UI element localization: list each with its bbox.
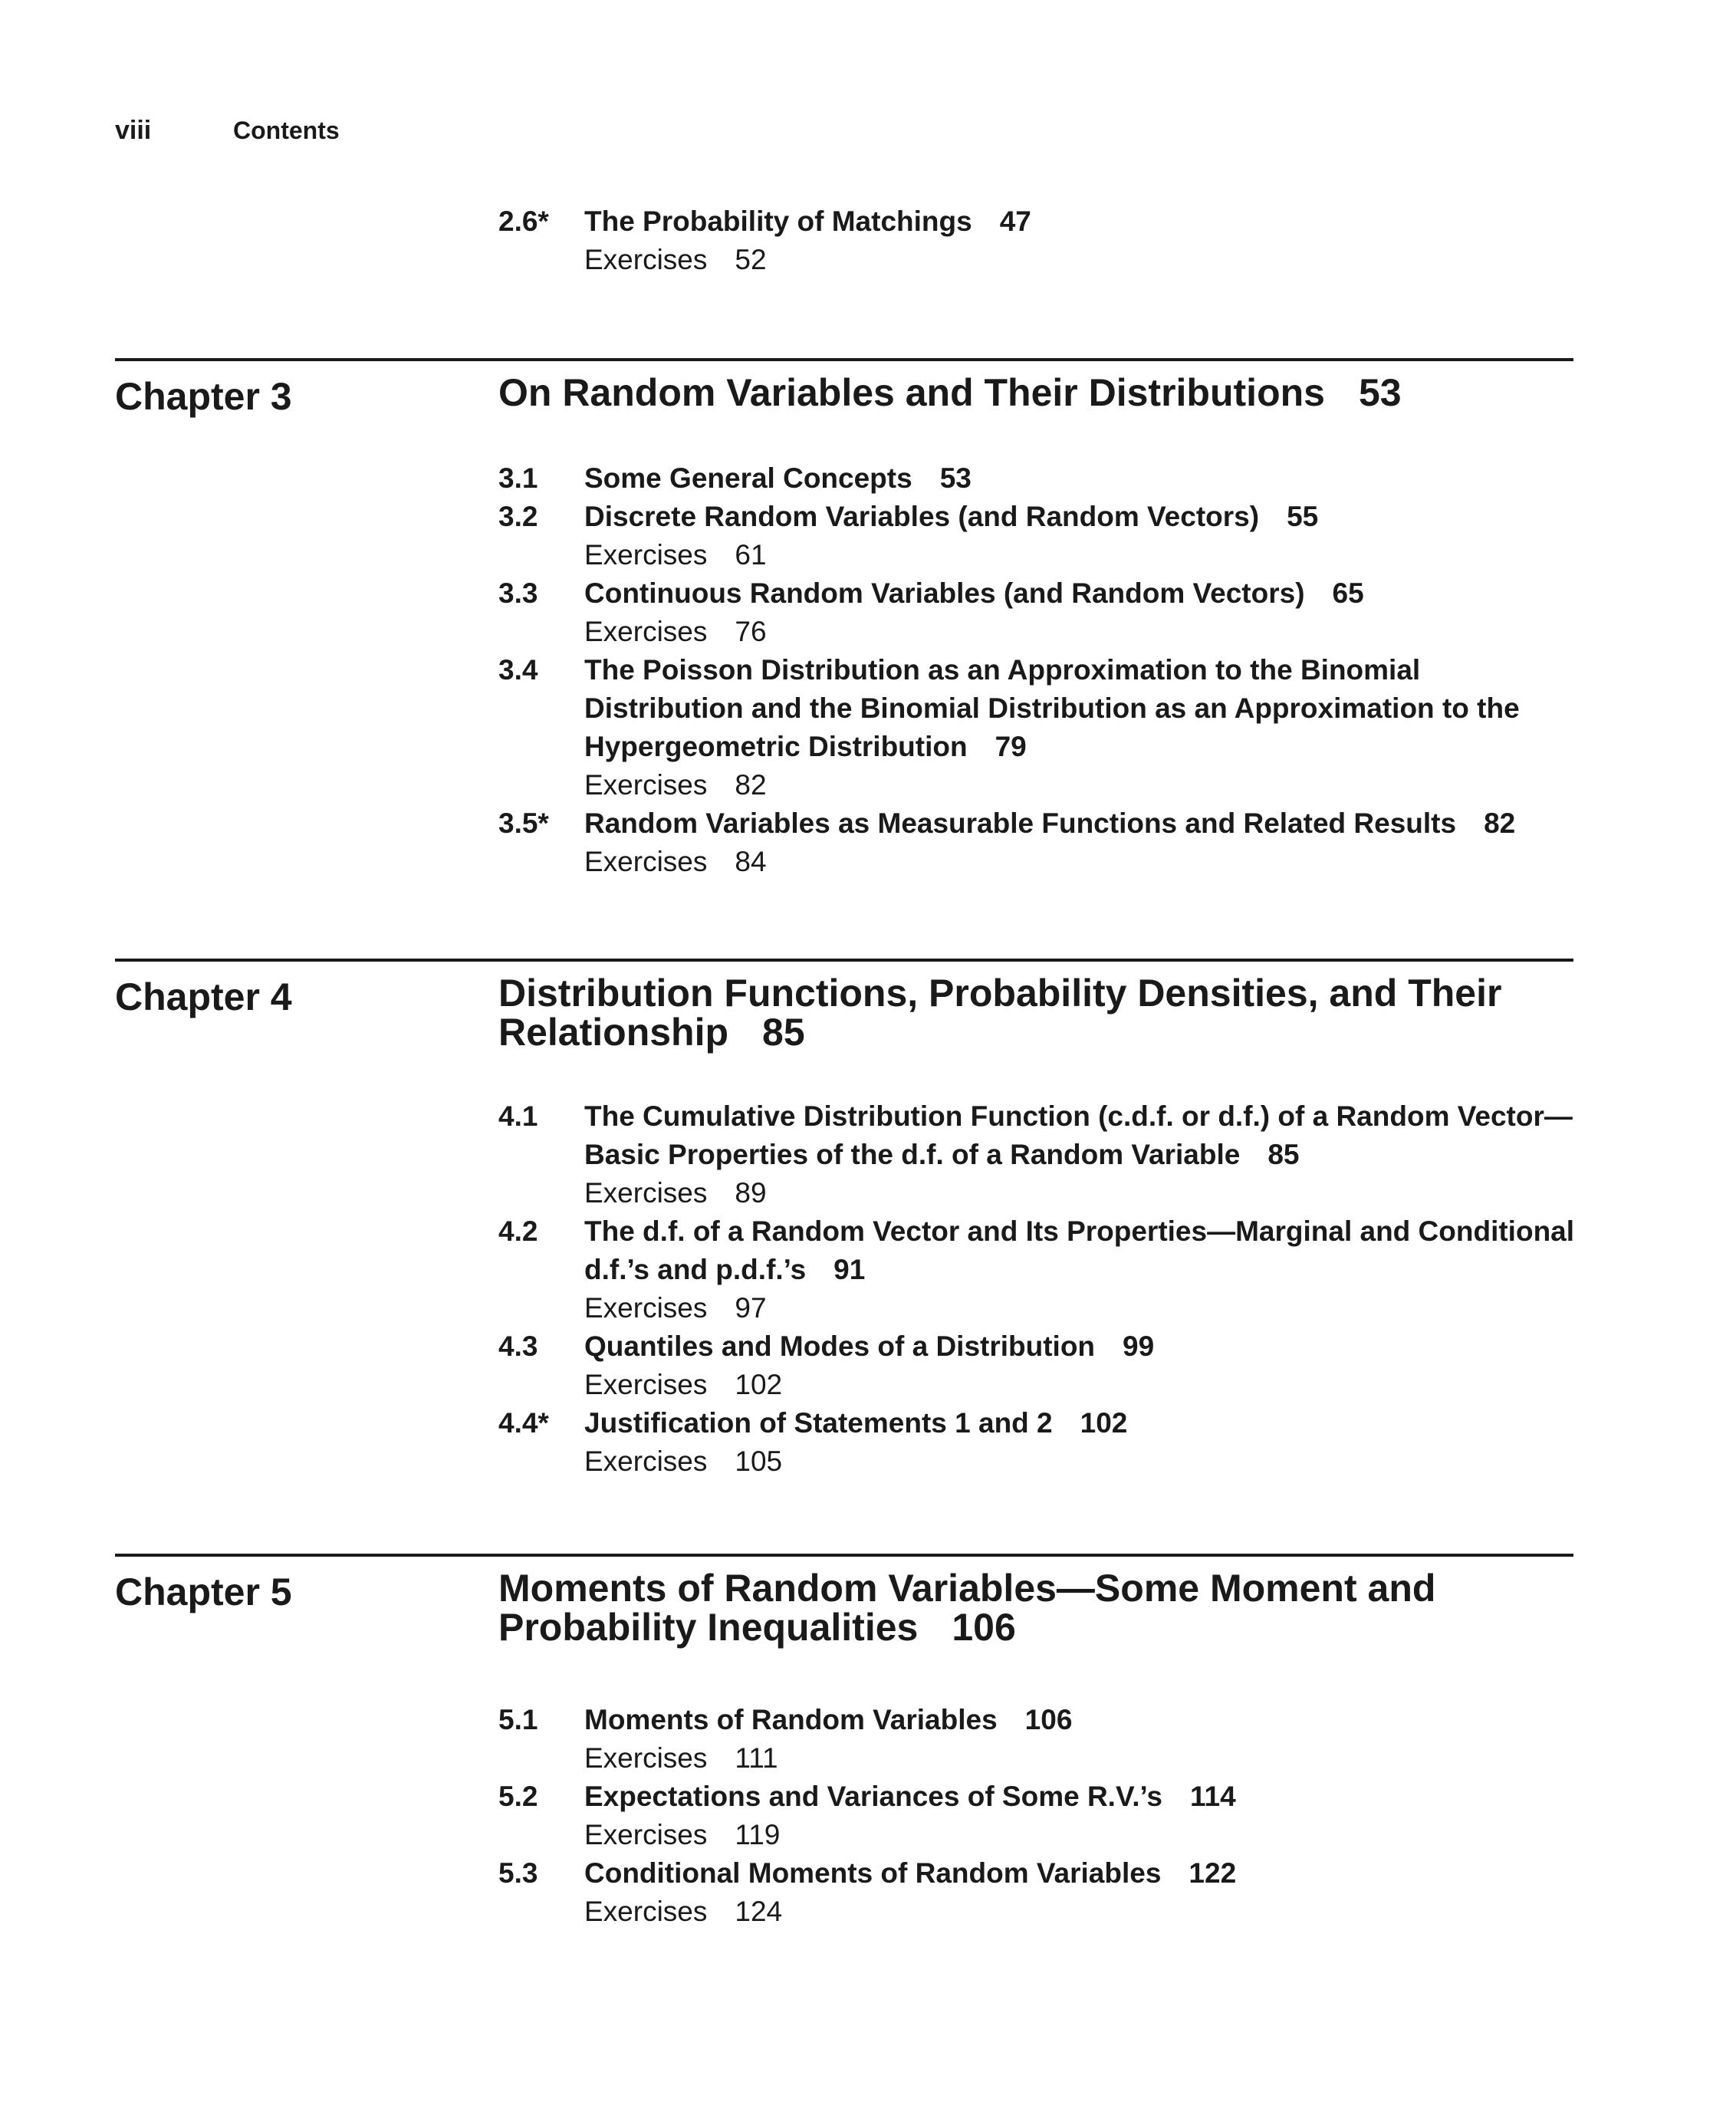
- section-page-number: 124: [735, 1896, 783, 1927]
- section-entry: [498, 1854, 1580, 1893]
- section-number: [498, 1289, 584, 1327]
- section-number: 4.2: [498, 1215, 538, 1247]
- page-number: viii: [115, 116, 152, 145]
- section-title: [584, 1739, 1580, 1778]
- section-title: [584, 651, 1580, 766]
- section-title-text: Conditional Moments of Random Variables: [584, 1857, 1162, 1889]
- section-entry: [498, 202, 1580, 241]
- section-page-number: 76: [735, 616, 767, 647]
- exercises-entry: [498, 843, 1580, 881]
- section-number: 3.3: [498, 577, 538, 609]
- section-title-text: Exercises: [584, 1742, 708, 1774]
- section-page-number: 89: [735, 1177, 767, 1209]
- chapter-title: [498, 1569, 1573, 1647]
- section-title: [584, 459, 1580, 498]
- chapter-title-text: Distribution Functions, Probability Densities, and Their Relationship: [498, 972, 1502, 1054]
- section-page-number: 114: [1190, 1781, 1236, 1812]
- section-entry: [498, 1778, 1580, 1816]
- section-number: 5.3: [498, 1857, 538, 1889]
- chapter-page-number: 53: [1358, 371, 1402, 414]
- section-title-text: Moments of Random Variables: [584, 1704, 998, 1735]
- section-title: [584, 1174, 1580, 1212]
- chapter-page-number: 85: [762, 1011, 805, 1054]
- section-title: [584, 1893, 1580, 1931]
- exercises-entry: [498, 1289, 1580, 1327]
- section-title: [584, 1816, 1580, 1854]
- section-title: [584, 241, 1580, 279]
- section-title: [584, 202, 1580, 241]
- section-title: [584, 1404, 1580, 1442]
- exercises-entry: [498, 1816, 1580, 1854]
- section-page-number: 102: [735, 1369, 783, 1400]
- section-title: [584, 1366, 1580, 1404]
- section-number: 5.2: [498, 1781, 538, 1812]
- section-number: 3.1: [498, 462, 538, 494]
- section-page-number: 82: [1484, 807, 1516, 839]
- section-title: [584, 804, 1580, 843]
- section-title-text: Exercises: [584, 1896, 708, 1927]
- section-number: [498, 613, 584, 651]
- section-page-number: 53: [939, 462, 972, 494]
- section-title-text: Exercises: [584, 769, 708, 801]
- section-title: [584, 766, 1580, 804]
- section-page-number: 99: [1123, 1330, 1155, 1362]
- section-title-text: The Probability of Matchings: [584, 206, 972, 237]
- section-title-text: Exercises: [584, 1446, 708, 1477]
- section-number: [498, 1893, 584, 1931]
- chapter-title: [498, 974, 1573, 1052]
- chapter-5-entries: [498, 1701, 1580, 1931]
- section-entry: [498, 1701, 1580, 1739]
- section-page-number: 111: [735, 1742, 778, 1774]
- section-title: [584, 1854, 1580, 1893]
- section-page-number: 52: [735, 244, 767, 275]
- chapter-4-entries: [498, 1097, 1580, 1481]
- section-title: [584, 574, 1580, 613]
- chapter-title: [498, 373, 1573, 413]
- section-number: 3.2: [498, 501, 538, 532]
- section-title-text: Continuous Random Variables (and Random Vectors): [584, 577, 1305, 609]
- section-page-number: 82: [735, 769, 767, 801]
- section-title-text: Exercises: [584, 1292, 708, 1324]
- section-title-text: Exercises: [584, 1369, 708, 1400]
- section-page-number: 61: [735, 539, 767, 571]
- section-title: [584, 1289, 1580, 1327]
- section-entry: [498, 459, 1580, 498]
- section-page-number: 47: [999, 206, 1031, 237]
- section-title-text: Exercises: [584, 244, 708, 275]
- section-title-text: The Cumulative Distribution Function (c.d.f. or d.f.) of a Random Vector—Basic Properties of the d.f. of a Random Variable: [584, 1100, 1573, 1170]
- exercises-entry: [498, 1739, 1580, 1778]
- section-page-number: 105: [735, 1446, 783, 1477]
- chapter-divider: [115, 358, 1573, 361]
- chapter-title-text: On Random Variables and Their Distributions: [498, 371, 1325, 414]
- section-number: [498, 536, 584, 574]
- section-number: [498, 1174, 584, 1212]
- section-title: [584, 536, 1580, 574]
- section-title-text: Discrete Random Variables (and Random Vectors): [584, 501, 1260, 532]
- section-number: 2.6*: [498, 206, 549, 237]
- chapter-2-tail-entries: [498, 202, 1580, 279]
- section-number: 4.4*: [498, 1407, 549, 1439]
- section-page-number: 106: [1024, 1704, 1073, 1735]
- exercises-entry: [498, 536, 1580, 574]
- exercises-entry: [498, 1366, 1580, 1404]
- section-number: [498, 1739, 584, 1778]
- section-number: [498, 1442, 584, 1481]
- section-page-number: 91: [833, 1254, 866, 1285]
- section-title: [584, 1778, 1580, 1816]
- running-title: Contents: [233, 117, 340, 144]
- section-number: [498, 1816, 584, 1854]
- section-title-text: Random Variables as Measurable Functions and Related Results: [584, 807, 1457, 839]
- exercises-entry: [498, 1174, 1580, 1212]
- section-entry: [498, 804, 1580, 843]
- section-page-number: 65: [1332, 577, 1364, 609]
- section-entry: [498, 651, 1580, 766]
- section-page-number: 84: [735, 846, 767, 877]
- section-entry: [498, 1327, 1580, 1366]
- section-title-text: Exercises: [584, 846, 708, 877]
- section-title-text: Some General Concepts: [584, 462, 912, 494]
- chapter-label: Chapter 3: [115, 375, 292, 418]
- exercises-entry: [498, 1893, 1580, 1931]
- section-title: [584, 1701, 1580, 1739]
- section-page-number: 79: [995, 731, 1027, 762]
- section-entry: [498, 1404, 1580, 1442]
- section-title-text: Exercises: [584, 616, 708, 647]
- chapter-3-entries: [498, 459, 1580, 881]
- section-page-number: 55: [1287, 501, 1319, 532]
- section-title-text: The d.f. of a Random Vector and Its Properties—Marginal and Conditional d.f.’s and p.d.f.’s: [584, 1215, 1575, 1285]
- section-number: [498, 1366, 584, 1404]
- section-number: [498, 766, 584, 804]
- section-title: [584, 843, 1580, 881]
- section-number: [498, 241, 584, 279]
- section-title: [584, 1212, 1580, 1289]
- section-title-text: Quantiles and Modes of a Distribution: [584, 1330, 1096, 1362]
- exercises-entry: [498, 766, 1580, 804]
- section-number: 5.1: [498, 1704, 538, 1735]
- exercises-entry: [498, 1442, 1580, 1481]
- chapter-title-text: Moments of Random Variables—Some Moment and Probability Inequalities: [498, 1567, 1436, 1649]
- section-title-text: The Poisson Distribution as an Approximation to the Binomial Distribution and the Binomial Distribution as an Approximation to the Hypergeometric Distribution: [584, 654, 1520, 762]
- section-entry: [498, 574, 1580, 613]
- exercises-entry: [498, 613, 1580, 651]
- section-page-number: 122: [1189, 1857, 1237, 1889]
- section-title: [584, 1442, 1580, 1481]
- section-page-number: 119: [735, 1819, 781, 1850]
- exercises-entry: [498, 241, 1580, 279]
- section-number: 4.3: [498, 1330, 538, 1362]
- section-title: [584, 613, 1580, 651]
- section-title: [584, 1327, 1580, 1366]
- section-title: [584, 498, 1580, 536]
- section-number: 3.4: [498, 654, 538, 686]
- section-page-number: 97: [735, 1292, 767, 1324]
- section-entry: [498, 1097, 1580, 1174]
- section-title-text: Justification of Statements 1 and 2: [584, 1407, 1053, 1439]
- section-number: [498, 843, 584, 881]
- chapter-label: Chapter 4: [115, 975, 292, 1018]
- section-entry: [498, 1212, 1580, 1289]
- chapter-label: Chapter 5: [115, 1571, 292, 1613]
- section-page-number: 85: [1267, 1139, 1300, 1170]
- section-title-text: Exercises: [584, 1177, 708, 1209]
- section-number: 3.5*: [498, 807, 549, 839]
- section-title-text: Exercises: [584, 539, 708, 571]
- section-title: [584, 1097, 1580, 1174]
- section-page-number: 102: [1080, 1407, 1128, 1439]
- chapter-page-number: 106: [952, 1606, 1016, 1649]
- chapter-divider: [115, 959, 1573, 962]
- section-title-text: Exercises: [584, 1819, 708, 1850]
- section-entry: [498, 498, 1580, 536]
- section-title-text: Expectations and Variances of Some R.V.’s: [584, 1781, 1163, 1812]
- chapter-divider: [115, 1554, 1573, 1557]
- section-number: 4.1: [498, 1100, 538, 1132]
